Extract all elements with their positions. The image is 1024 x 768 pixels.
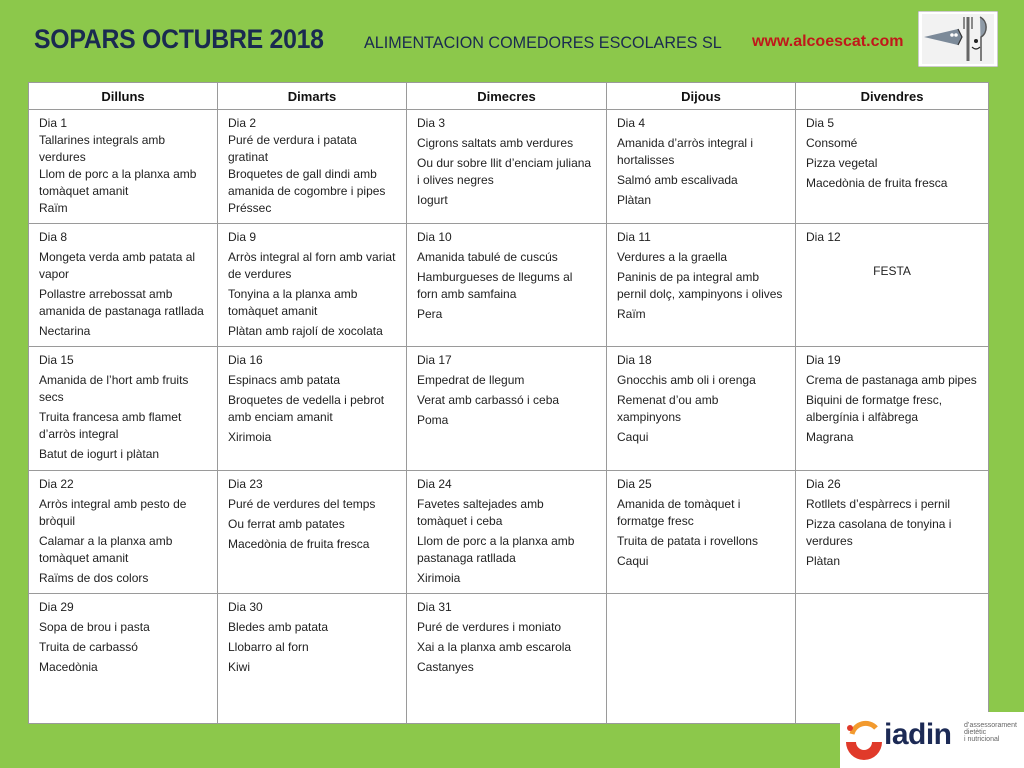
dish-item: Puré de verdures i moniato	[417, 619, 562, 634]
table-row	[29, 470, 989, 593]
menu-cell	[407, 224, 607, 347]
dish-item: Amanida de tomàquet i formatge fresc	[617, 496, 741, 528]
menu-cell	[407, 110, 607, 224]
dish-item: Truita de patata i rovellons	[617, 533, 758, 548]
dish-item: Pizza vegetal	[806, 156, 878, 170]
day-label: Dia 26	[806, 476, 841, 491]
dish-item: Plàtan	[806, 553, 841, 568]
dish-item: Raïms de dos colors	[39, 570, 149, 585]
day-label: Dia 12	[806, 230, 841, 245]
day-label: Dia 22	[39, 476, 74, 491]
dish-item: Paninis de pa integral amb pernil dolç, xampinyons i olives	[617, 270, 783, 302]
day-label: Dia 30	[228, 599, 263, 614]
dish-item: Biquini de formatge fresc, albergínia i alfàbrega	[806, 393, 943, 425]
menu-table	[28, 82, 989, 724]
day-label: Dia 31	[417, 599, 452, 614]
menu-cell	[29, 224, 218, 347]
dish-item: Macedònia de fruita fresca	[806, 176, 948, 190]
column-header: Divendres	[796, 83, 989, 110]
menu-cell	[607, 593, 796, 723]
dish-item: Rotllets d’espàrrecs i pernil	[806, 496, 951, 511]
table-header-row	[29, 83, 989, 110]
menu-cell	[29, 110, 218, 224]
day-label: Dia 5	[806, 116, 835, 130]
menu-cell	[218, 470, 407, 593]
menu-cell	[218, 347, 407, 470]
table-row	[29, 347, 989, 470]
day-label: Dia 1	[39, 116, 68, 130]
menu-cell	[607, 470, 796, 593]
dish-item: Macedònia de fruita fresca	[228, 536, 370, 551]
column-header: Dijous	[607, 83, 796, 110]
dish-item: Tallarines integrals amb verdures	[39, 133, 166, 164]
dish-item: Bledes amb patata	[228, 619, 329, 634]
day-label: Dia 23	[228, 476, 263, 491]
table-row	[29, 224, 989, 347]
dish-item: Crema de pastanaga amb pipes	[806, 373, 977, 388]
day-label: Dia 8	[39, 230, 68, 245]
dish-item: Mongeta verda amb patata al vapor	[39, 250, 196, 282]
dish-item: Batut de iogurt i plàtan	[39, 447, 160, 462]
dish-item: Kiwi	[228, 659, 251, 674]
company-name: ALIMENTACION COMEDORES ESCOLARES SL	[364, 33, 722, 52]
dish-item: Ou dur sobre llit d’enciam juliana i olives negres	[417, 156, 592, 187]
dish-item: Pera	[417, 307, 443, 322]
dish-item: Castanyes	[417, 659, 474, 674]
day-label: Dia 15	[39, 353, 74, 368]
menu-cell	[607, 347, 796, 470]
page-title: SOPARS OCTUBRE 2018	[34, 24, 324, 54]
dish-item: Favetes saltejades amb tomàquet i ceba	[417, 496, 544, 528]
day-label: Dia 3	[417, 116, 446, 130]
dish-item: Xai a la planxa amb escarola	[417, 639, 572, 654]
dish-item: Raïm	[39, 201, 68, 215]
menu-cell	[407, 347, 607, 470]
dish-item: Plàtan	[617, 193, 652, 207]
dish-item: Xirimoia	[228, 430, 272, 445]
menu-cell	[607, 224, 796, 347]
dish-item: Caqui	[617, 430, 649, 445]
menu-cell	[218, 110, 407, 224]
menu-cell	[796, 470, 989, 593]
menu-cell	[218, 593, 407, 723]
dish-item: Truita de carbassó	[39, 639, 138, 654]
dish-item: Nectarina	[39, 324, 91, 339]
dish-item: Broquetes de gall dindi amb amanida de cogombre i pipes	[228, 167, 386, 198]
day-label: Dia 2	[228, 116, 257, 130]
dish-item: Macedònia	[39, 659, 98, 674]
dish-item: Broquetes de vedella i pebrot amb enciam amanit	[228, 393, 385, 425]
dish-item: Caqui	[617, 553, 649, 568]
day-label: Dia 25	[617, 476, 652, 491]
website-link[interactable]: www.alcoescat.com	[752, 33, 904, 50]
menu-cell	[607, 110, 796, 224]
menu-cell	[796, 110, 989, 224]
dish-item: Xirimoia	[417, 570, 461, 585]
day-label: Dia 9	[228, 230, 257, 245]
dish-item: Sopa de brou i pasta	[39, 619, 150, 634]
dish-item: Poma	[417, 413, 449, 428]
table-row	[29, 593, 989, 723]
dish-item: Remenat d’ou amb xampinyons	[617, 393, 719, 425]
dish-item: Consomé	[806, 136, 858, 150]
dish-item: Llobarro al forn	[228, 639, 309, 654]
dish-item: Tonyina a la planxa amb tomàquet amanit	[228, 287, 358, 319]
dish-item: Truita francesa amb flamet d’arròs integral	[39, 410, 182, 442]
dish-item: Amanida de l’hort amb fruits secs	[39, 373, 189, 405]
dish-item: Amanida tabulé de cuscús	[417, 250, 558, 265]
table-row	[29, 110, 989, 224]
menu-cell	[218, 224, 407, 347]
day-label: Dia 10	[417, 230, 452, 245]
dish-item: Amanida d’arròs integral i hortalisses	[617, 136, 754, 167]
day-label: Dia 29	[39, 599, 74, 614]
iadin-logo	[840, 712, 1024, 768]
dish-item: Cigrons saltats amb verdures	[417, 136, 574, 150]
column-header: Dimecres	[407, 83, 607, 110]
dish-item: Hamburgueses de llegums al forn amb samfaina	[417, 270, 573, 302]
dish-item: Espinacs amb patata	[228, 373, 341, 388]
column-header: Dilluns	[29, 83, 218, 110]
day-label: Dia 4	[617, 116, 646, 130]
dish-item: Iogurt	[417, 193, 448, 207]
menu-cell	[407, 593, 607, 723]
logo-tagline: d’assessorament dietètic i nutricional	[964, 722, 1017, 743]
holiday-note: FESTA	[873, 264, 911, 279]
dish-item: Verat amb carbassó i ceba	[417, 393, 560, 408]
menu-cell	[796, 224, 989, 347]
menu-cell	[407, 470, 607, 593]
menu-cell	[29, 470, 218, 593]
menu-cell	[796, 347, 989, 470]
dish-item: Arròs integral al forn amb variat de verdures	[228, 250, 396, 282]
dish-item: Llom de porc a la planxa amb tomàquet amanit	[39, 167, 197, 198]
dish-item: Pollastre arrebossat amb amanida de pastanaga ratllada	[39, 287, 204, 319]
dish-item: Préssec	[228, 201, 272, 215]
dish-item: Puré de verdures del temps	[228, 496, 376, 511]
day-label: Dia 18	[617, 353, 652, 368]
dish-item: Empedrat de llegum	[417, 373, 525, 388]
dish-item: Ou ferrat amb patates	[228, 516, 345, 531]
dish-item: Plàtan amb rajolí de xocolata	[228, 324, 383, 339]
dish-item: Calamar a la planxa amb tomàquet amanit	[39, 533, 173, 565]
dish-item: Llom de porc a la planxa amb pastanaga ratllada	[417, 533, 575, 565]
menu-cell	[29, 347, 218, 470]
day-label: Dia 17	[417, 353, 452, 368]
dish-item: Gnocchis amb oli i orenga	[617, 373, 756, 388]
menu-cell	[796, 593, 989, 723]
dish-item: Pizza casolana de tonyina i verdures	[806, 516, 952, 548]
dish-item: Magrana	[806, 430, 854, 445]
menu-cell	[29, 593, 218, 723]
dish-item: Verdures a la graella	[617, 250, 728, 265]
dish-item: Puré de verdura i patata gratinat	[228, 133, 357, 164]
cutlery-logo-icon	[918, 11, 998, 67]
logo-wordmark: iadin	[884, 718, 952, 751]
day-label: Dia 19	[806, 353, 841, 368]
day-label: Dia 11	[617, 230, 651, 245]
day-label: Dia 24	[417, 476, 452, 491]
dish-item: Raïm	[617, 307, 646, 322]
dish-item: Arròs integral amb pesto de bròquil	[39, 496, 187, 528]
day-label: Dia 16	[228, 353, 263, 368]
dish-item: Salmó amb escalivada	[617, 173, 738, 187]
iadin-logo-icon	[842, 718, 886, 762]
column-header: Dimarts	[218, 83, 407, 110]
